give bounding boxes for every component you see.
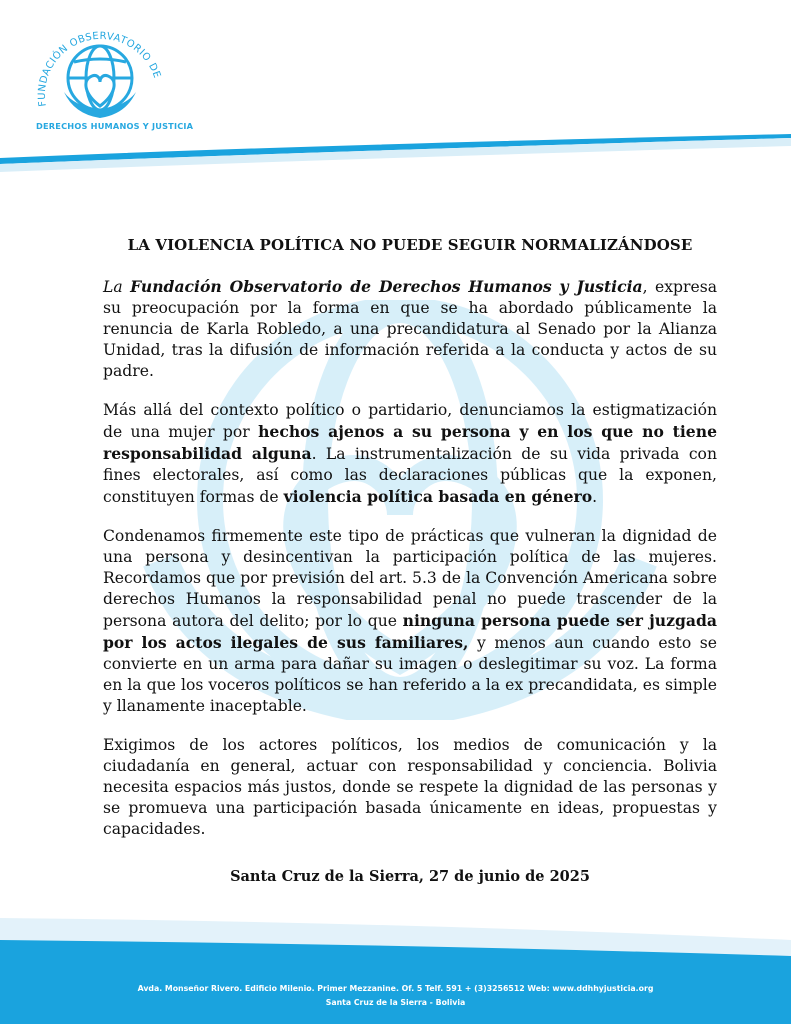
logo-arc-text: FUNDACIÓN OBSERVATORIO DE xyxy=(36,30,163,108)
foundation-logo xyxy=(34,14,164,136)
document-title: LA VIOLENCIA POLÍTICA NO PUEDE SEGUIR NORMALIZÁNDOSE xyxy=(127,236,693,254)
paragraph-2: Más allá del contexto político o partidario, denunciamos la estigmatización de una mujer por hechos ajenos a su persona y en los que no tiene responsabilidad alguna. La instrumentalización de su vida privada con fines electorales, así como las declaraciones públicas que la exponen, constituyen formas de violencia política basada en género. xyxy=(103,401,717,506)
footer-address: Avda. Monseñor Rivero. Edificio Milenio. Primer Mezzanine. Of. 5 Telf. 591 + (3)3256512 Web: www.ddhhyjusticia.org xyxy=(137,984,654,993)
letterhead xyxy=(0,0,791,170)
footer-city: Santa Cruz de la Sierra - Bolivia xyxy=(325,998,466,1007)
foundation-name: Fundación Observatorio de Derechos Humanos y Justicia xyxy=(130,277,643,296)
paragraph-3: Condenamos firmemente este tipo de prácticas que vulneran la dignidad de una persona y desincentivan la participación política de las mujeres. Recordamos que por previsión del art. 5.3 de la Convención Americana sobre derechos Humanos la responsabilidad penal no puede trascender de la persona autora del delito; por lo que ninguna persona puede ser juzgada por los actos ilegales de sus familiares, y menos aun cuando esto se convierte en un arma para dañar su imagen o deslegitimar su voz. La forma en la que los voceros políticos se han referido a la ex precandidata, es simple y llanamente inaceptable. xyxy=(103,527,717,715)
document-body xyxy=(103,236,717,885)
paragraph-1: La Fundación Observatorio de Derechos Humanos y Justicia, expresa su preocupación por la forma en que se ha abordado públicamente la renuncia de Karla Robledo, a una precandidatura al Senado por la Alianza Unidad, tras la difusión de información referida a la conducta y actos de su padre. xyxy=(103,277,717,380)
paragraph-4: Exigimos de los actores políticos, los medios de comunicación y la ciudadanía en general, actuar con responsabilidad y conciencia. Bolivia necesita espacios más justos, donde se respete la dignidad de las personas y se promueva una participación basada únicamente en ideas, propuestas y capacidades. xyxy=(103,736,717,838)
header-swoosh xyxy=(0,120,791,180)
logo-caption: DERECHOS HUMANOS Y JUSTICIA xyxy=(36,121,194,131)
place-date: Santa Cruz de la Sierra, 27 de junio de 2025 xyxy=(230,868,590,885)
